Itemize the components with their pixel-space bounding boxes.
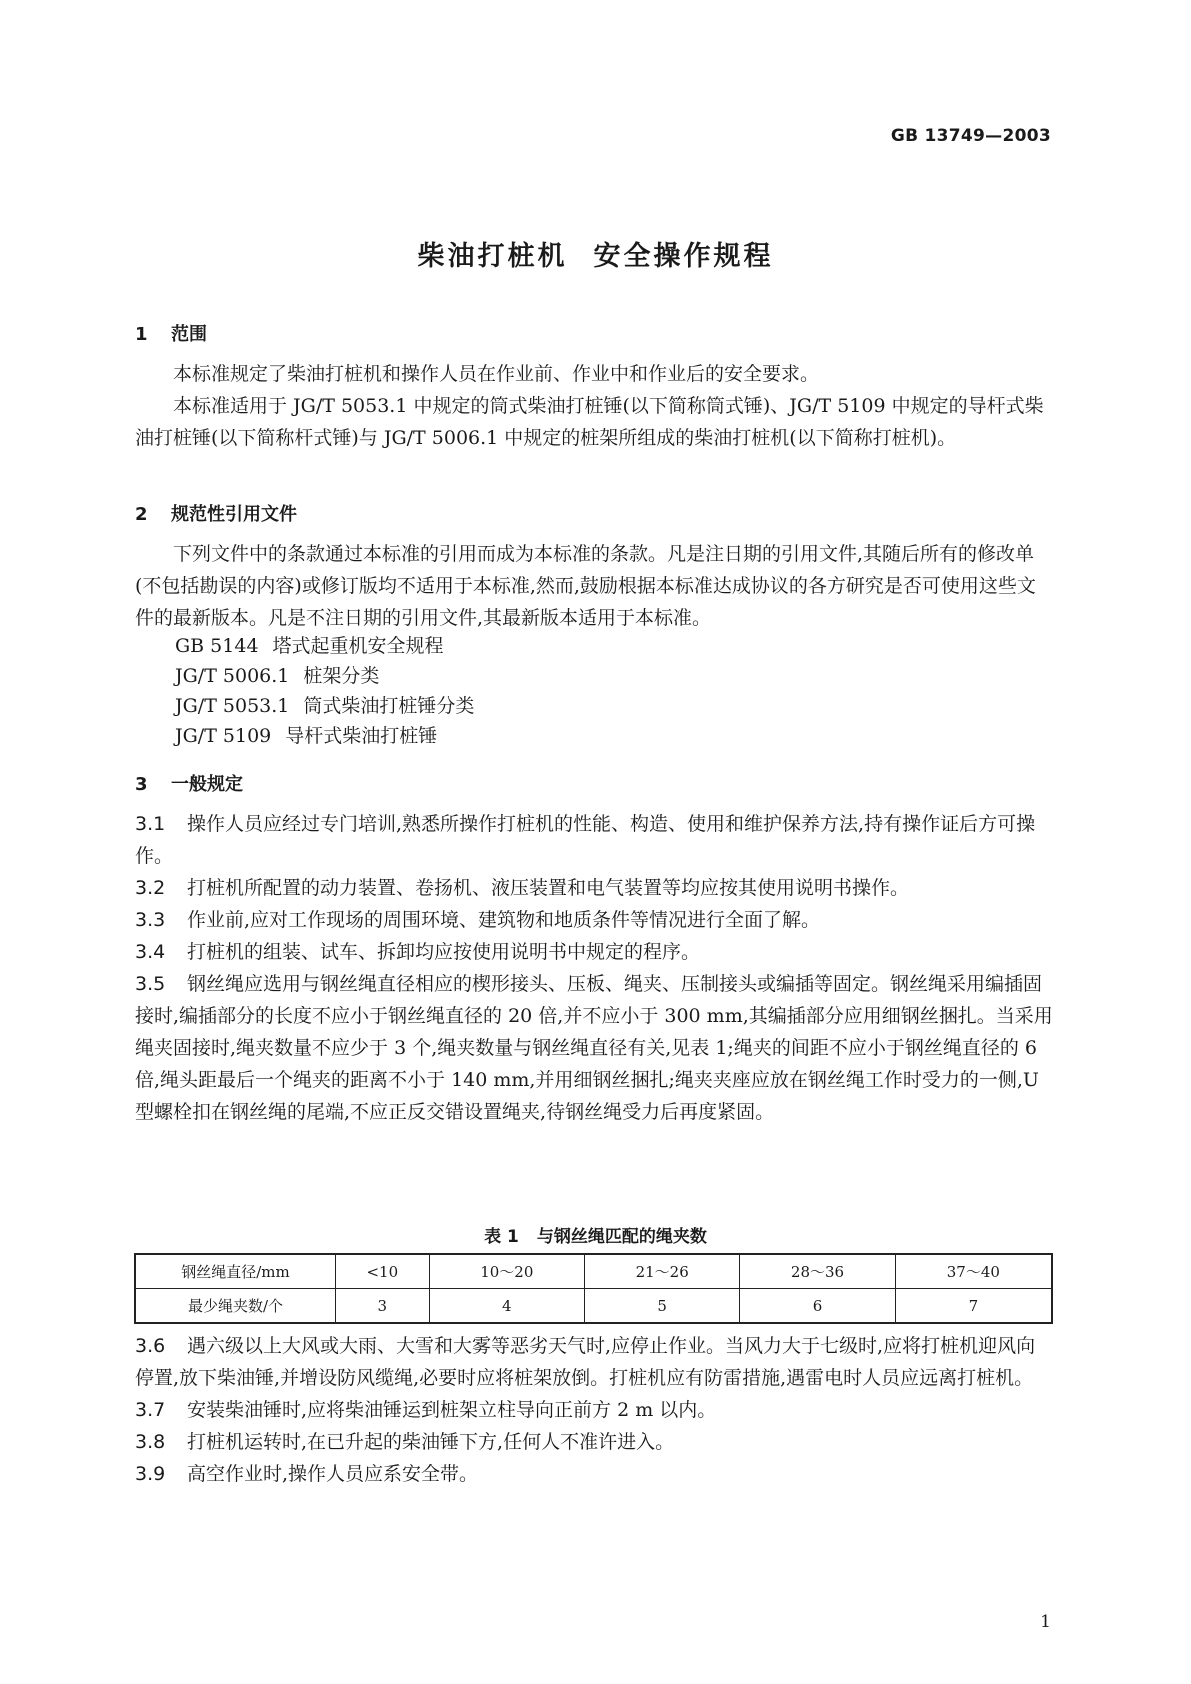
table-cell: 6	[740, 1289, 895, 1324]
title-part-2: 安全操作规程	[593, 241, 774, 272]
clause: 3.3 作业前,应对工作现场的周围环境、建筑物和地质条件等情况进行全面了解。	[135, 909, 821, 931]
table-cell: 28～36	[740, 1254, 895, 1289]
table-cell: 10～20	[429, 1254, 584, 1289]
section-3-clauses	[135, 808, 1053, 1128]
clause: 3.2 打桩机所配置的动力装置、卷扬机、液压装置和电气装置等均应按其使用说明书操作。	[135, 877, 910, 899]
reference-item: JG/T 5053.1 筒式柴油打桩锤分类	[175, 695, 475, 717]
section-1-body	[135, 358, 1053, 454]
table-cell: 37～40	[895, 1254, 1052, 1289]
clause: 3.7 安装柴油锤时,应将柴油锤运到桩架立柱导向正前方 2 m 以内。	[135, 1399, 717, 1421]
table-row-header: 最少绳夹数/个	[135, 1289, 336, 1324]
title-part-1: 柴油打桩机	[417, 241, 568, 272]
table-cell: 3	[336, 1289, 430, 1324]
clause: 3.1 操作人员应经过专门培训,熟悉所操作打桩机的性能、构造、使用和维护保养方法,持有操作证后方可操作。	[135, 813, 1036, 867]
section-2-body	[135, 538, 1053, 634]
paragraph: 下列文件中的条款通过本标准的引用而成为本标准的条款。凡是注日期的引用文件,其随后所有的修改单(不包括勘误的内容)或修订版均不适用于本标准,然而,鼓励根据本标准达成协议的各方研究是否可使用这些文件的最新版本。凡是不注日期的引用文件,其最新版本适用于本标准。	[135, 543, 1036, 629]
table-cell: 7	[895, 1289, 1052, 1324]
paragraph: 本标准规定了柴油打桩机和操作人员在作业前、作业中和作业后的安全要求。	[173, 363, 820, 385]
clause: 3.6 遇六级以上大风或大雨、大雪和大雾等恶劣天气时,应停止作业。当风力大于七级时,应将打桩机迎风向停置,放下柴油锤,并增设防风缆绳,必要时应将桩架放倒。打桩机应有防雷措施,遇雷电时人员应远离打桩机。	[135, 1335, 1036, 1389]
document-title	[0, 234, 1191, 273]
table-cell: 5	[584, 1289, 739, 1324]
section-3-clauses-continued	[135, 1330, 1053, 1490]
table-cell: <10	[336, 1254, 430, 1289]
page-number: 1	[1040, 1612, 1051, 1632]
clause: 3.9 高空作业时,操作人员应系安全带。	[135, 1463, 479, 1485]
clause: 3.4 打桩机的组装、试车、拆卸均应按使用说明书中规定的程序。	[135, 941, 701, 963]
section-3-heading: 3 一般规定	[135, 774, 243, 795]
table-cell: 4	[429, 1289, 584, 1324]
clause: 3.8 打桩机运转时,在已升起的柴油锤下方,任何人不准许进入。	[135, 1431, 675, 1453]
table-row-header: 钢丝绳直径/mm	[135, 1254, 336, 1289]
table-row	[135, 1254, 1052, 1289]
reference-item: JG/T 5109 导杆式柴油打桩锤	[175, 725, 438, 747]
reference-item: GB 5144 塔式起重机安全规程	[175, 635, 444, 657]
clause: 3.5 钢丝绳应选用与钢丝绳直径相应的楔形接头、压板、绳夹、压制接头或编插等固定。钢丝绳采用编插固接时,编插部分的长度不应小于钢丝绳直径的 20 倍,并不应小于 300 mm,其编插部分应用细钢丝捆扎。当采用绳夹固接时,绳夹数量不应少于 3 个,绳夹数量与钢丝绳直径有关,见表 1;绳夹的间距不应小于钢丝绳直径的 6 倍,绳头距最后一个绳夹的距离不小于 140 mm,并用细钢丝捆扎;绳夹夹座应放在钢丝绳工作时受力的一侧,U 型螺栓扣在钢丝绳的尾端,不应正反交错设置绳夹,待钢丝绳受力后再度紧固。	[135, 973, 1053, 1123]
table-cell: 21～26	[584, 1254, 739, 1289]
table-row	[135, 1289, 1052, 1324]
section-2-heading: 2 规范性引用文件	[135, 504, 297, 525]
section-1-heading: 1 范围	[135, 324, 207, 345]
paragraph: 本标准适用于 JG/T 5053.1 中规定的筒式柴油打桩锤(以下简称筒式锤)、JG/T 5109 中规定的导杆式柴油打桩锤(以下简称杆式锤)与 JG/T 5006.1 中规定的桩架所组成的柴油打桩机(以下简称打桩机)。	[135, 395, 1044, 449]
standard-code: GB 13749—2003	[890, 126, 1051, 146]
reference-item: JG/T 5006.1 桩架分类	[175, 665, 380, 687]
table-caption: 表 1 与钢丝绳匹配的绳夹数	[484, 1227, 707, 1247]
rope-clamp-table	[134, 1253, 1053, 1324]
